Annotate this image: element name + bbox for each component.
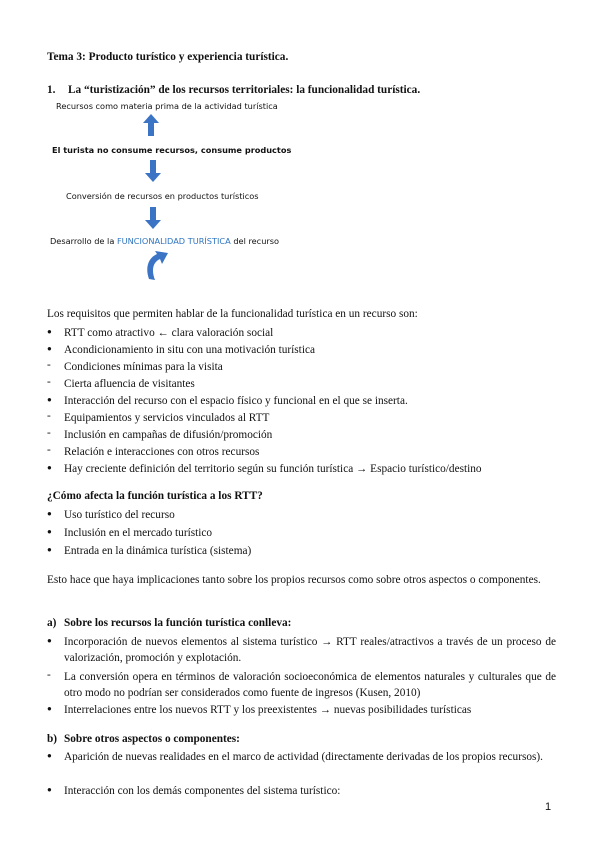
bullet-icon — [47, 325, 59, 337]
page-number: 1 — [545, 801, 552, 813]
document-title: Tema 3: Producto turístico y experiencia turística. — [47, 51, 289, 63]
diagram-step-4-highlight: FUNCIONALIDAD TURÍSTICA — [116, 236, 231, 246]
implicaciones-paragraph: Esto hace que haya implicaciones tanto sobre los propios recursos como sobre otros aspectos o componentes. — [47, 574, 541, 586]
bullet-icon — [47, 634, 59, 646]
diagram-step-4-prefix: Desarrollo de la — [50, 236, 117, 246]
recursos-label: a) — [47, 617, 57, 629]
requisito-item: RTT como atractivo ← clara valoración social — [64, 327, 274, 339]
afecta-item: Entrada en la dinámica turística (sistema) — [64, 545, 252, 557]
dash-icon — [47, 427, 59, 439]
diagram-step-3: Conversión de recursos en productos turísticos — [66, 191, 259, 201]
diagram-step-1: Recursos como materia prima de la actividad turística — [56, 101, 278, 111]
dash-icon — [47, 669, 59, 681]
recursos-item: La conversión opera en términos de valoración socioeconómica de elementos naturales y culturales que de otro modo no podrían ser considerados como fuente de ingresos (Kusen, 2010) — [64, 671, 556, 699]
requisito-item: Acondicionamiento in situ con una motivación turística — [64, 344, 315, 356]
requisito-item: Condiciones mínimas para la visita — [64, 361, 223, 373]
bullet-icon — [47, 342, 59, 354]
bullet-icon — [47, 461, 59, 473]
otros-item: Interacción con los demás componentes del sistema turístico: — [64, 785, 341, 797]
bullet-icon — [47, 783, 59, 795]
requisito-item: Hay creciente definición del territorio según su función turística → Espacio turístico/destino — [64, 463, 482, 475]
afecta-item: Uso turístico del recurso — [64, 509, 175, 521]
dash-icon — [47, 410, 59, 422]
dash-icon — [47, 376, 59, 388]
arrow-down-icon — [145, 160, 161, 182]
requisito-item: Relación e interacciones con otros recursos — [64, 446, 260, 458]
diagram-step-4 — [50, 236, 279, 247]
section-heading: La “turistización” de los recursos territoriales: la funcionalidad turística. — [68, 84, 421, 96]
dash-icon — [47, 444, 59, 456]
requisito-item: Interacción del recurso con el espacio físico y funcional en el que se inserta. — [64, 395, 408, 407]
otros-label: b) — [47, 733, 58, 745]
afecta-heading: ¿Cómo afecta la función turística a los RTT? — [47, 490, 263, 502]
bullet-icon — [47, 525, 59, 537]
diagram-step-2: El turista no consume recursos, consume productos — [52, 145, 292, 155]
afecta-item: Inclusión en el mercado turístico — [64, 527, 213, 539]
recursos-item: Incorporación de nuevos elementos al sistema turístico → RTT reales/atractivos a través de un proceso de valorización, promoción y explotación. — [64, 636, 556, 664]
bullet-icon — [47, 507, 59, 519]
recursos-item: Interrelaciones entre los nuevos RTT y los preexistentes → nuevas posibilidades turísticas — [64, 704, 472, 716]
requisito-item: Cierta afluencia de visitantes — [64, 378, 195, 390]
curved-arrow-icon — [142, 252, 170, 284]
section-number: 1. — [47, 84, 56, 96]
arrow-up-icon — [143, 114, 159, 136]
bullet-icon — [47, 702, 59, 714]
otros-heading: Sobre otros aspectos o componentes: — [64, 733, 240, 745]
bullet-icon — [47, 749, 59, 761]
recursos-heading: Sobre los recursos la función turística conlleva: — [64, 617, 292, 629]
requisito-item: Equipamientos y servicios vinculados al RTT — [64, 412, 270, 424]
diagram-step-4-suffix: del recurso — [230, 236, 280, 246]
requisitos-intro: Los requisitos que permiten hablar de la funcionalidad turística en un recurso son: — [47, 308, 418, 320]
otros-item: Aparición de nuevas realidades en el marco de actividad (directamente derivadas de los propios recursos). — [64, 751, 543, 763]
dash-icon — [47, 359, 59, 371]
bullet-icon — [47, 393, 59, 405]
requisito-item: Inclusión en campañas de difusión/promoción — [64, 429, 273, 441]
arrow-down-icon — [145, 207, 161, 229]
bullet-icon — [47, 543, 59, 555]
